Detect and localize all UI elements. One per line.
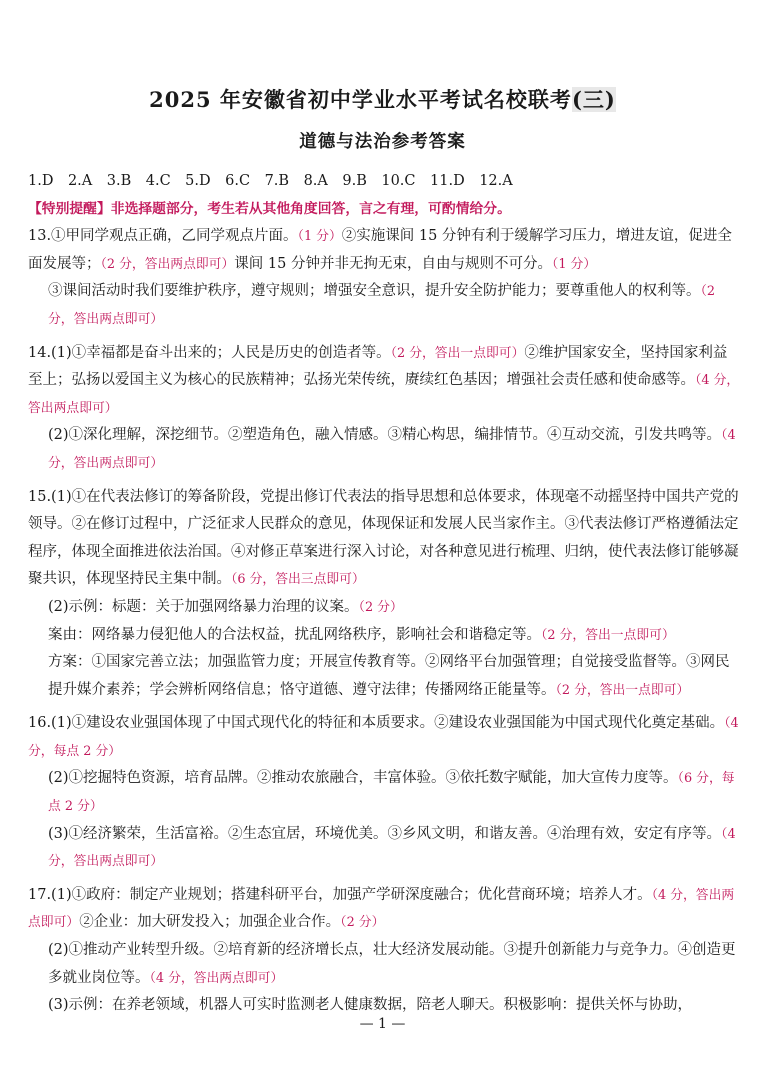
q14-p1-text-1: 14.(1)①幸福都是奋斗出来的；人民是历史的创造者等。 xyxy=(28,344,391,361)
q17-p1-score-2: （2 分） xyxy=(340,915,385,931)
q15-p4-text: 方案：①国家完善立法；加强监管力度；开展宣传教育等。②网络平台加强管理；自觉接受监督等。③网民提升媒介素养；学会辨析网络信息；恪守道德、遵守法律；传播网络正能量等。 xyxy=(48,654,730,698)
q17-p2-text: (2)①推动产业转型升级。②培育新的经济增长点，壮大经济发展动能。③提升创新能力与竞争力。④创造更多就业岗位等。 xyxy=(48,942,736,986)
question-14 xyxy=(28,340,740,478)
q13-score-1: （1 分） xyxy=(297,229,342,245)
q14-p2-text: (2)①深化理解，深挖细节。②塑造角色，融入情感。③精心构思，编排情节。④互动交流，引发共鸣等。 xyxy=(48,427,722,444)
q15-p3-text: 案由：网络暴力侵犯他人的合法权益，扰乱网络秩序，影响社会和谐稳定等。 xyxy=(48,626,541,643)
q16-p3-score: （4 分，答出两点即可） xyxy=(48,826,736,870)
q14-p1-text-2: ②维护国家安全，坚持国家利益至上；弘扬以爱国主义为核心的民族精神；弘扬光荣传统，赓续红色基因；增强社会责任感和使命感等。 xyxy=(28,344,728,389)
q13-text-3: 课间 15 分钟并非无拘无束，自由与规则不可分。 xyxy=(234,255,552,272)
question-13 xyxy=(28,223,740,333)
page-number: — 1 — xyxy=(359,1016,406,1032)
page-title xyxy=(0,84,765,114)
q15-p4-score: （2 分，答出一点即可） xyxy=(555,682,690,698)
q16-p2-text: (2)①挖掘特色资源，培育品牌。②推动农旅融合，丰富体验。③依托数字赋能，加大宣传力度等。 xyxy=(48,770,678,787)
q14-p1-score-2: （4 分，答出两点即可） xyxy=(28,373,740,416)
q17-p1-score-1: （4 分，答出两点即可） xyxy=(28,887,735,931)
q14-p1-score-1: （2 分，答出一点即可） xyxy=(390,345,525,361)
multiple-choice-answers: 1.D 2.A 3.B 4.C 5.D 6.C 7.B 8.A 9.B 10.C 11.D 12.A xyxy=(28,173,513,189)
question-15 xyxy=(28,484,740,705)
q14-p2-score: （4 分，答出两点即可） xyxy=(48,428,736,471)
q15-p3-score: （2 分，答出一点即可） xyxy=(541,627,675,643)
special-reminder: 【特别提醒】非选择题部分，考生若从其他角度回答，言之有理，可酌情给分。 xyxy=(28,200,511,217)
q13-score-4: （2 分，答出两点即可） xyxy=(48,284,716,327)
q17-p3-text: (3)示例：在养老领域，机器人可实时监测老人健康数据，陪老人聊天。积极影响：提供关怀与协助， xyxy=(48,997,693,1014)
q16-p2-score: （6 分，每点 2 分） xyxy=(48,771,735,815)
q17-p2-score: （4 分，答出两点即可） xyxy=(149,970,284,986)
q13-text-4: ③课间活动时我们要维护秩序，遵守规则；增强安全意识，提升安全防护能力；要尊重他人的权利等。 xyxy=(48,283,701,300)
q13-score-3: （1 分） xyxy=(551,256,597,272)
title-suffix: (三) xyxy=(571,87,616,112)
question-16 xyxy=(28,710,740,876)
question-17 xyxy=(28,882,740,1020)
q15-p1-text: 15.(1)①在代表法修订的筹备阶段，党提出修订代表法的指导思想和总体要求，体现毫不动摇坚持中国共产党的领导。②在修订过程中，广泛征求人民群众的意见，体现保证和发展人民当家作主。③代表法修订严格遵循法定程序，体现全面推进依法治国。④对修正草案进行深入讨论，对各种意见进行梳理、归纳，使代表法修订能够凝聚共识，体现坚持民主集中制。 xyxy=(28,488,739,588)
q17-p1-text: 17.(1)①政府：制定产业规划；搭建科研平台，加强产学研深度融合；优化营商环境；培养人才。 xyxy=(28,886,652,903)
q15-p2-score: （2 分） xyxy=(358,599,403,615)
page-subtitle: 道德与法治参考答案 xyxy=(299,132,466,152)
q13-score-2: （2 分，答出两点即可） xyxy=(100,256,235,272)
q16-p1-score: （4 分，每点 2 分） xyxy=(28,716,739,759)
q13-text-2: ②实施课间 15 分钟有利于缓解学习压力，增进友谊，促进全面发展等； xyxy=(28,228,732,272)
q17-p1-text-2: ②企业：加大研发投入；加强企业合作。 xyxy=(79,914,341,931)
q16-p1-text: 16.(1)①建设农业强国体现了中国式现代化的特征和本质要求。②建设农业强国能为中国式现代化奠定基础。 xyxy=(28,715,725,732)
title-main: 2025 年安徽省初中学业水平考试名校联考 xyxy=(149,87,572,112)
answer-content xyxy=(28,168,740,1020)
q13-text-1: 13.①甲同学观点正确，乙同学观点片面。 xyxy=(28,228,298,245)
q15-p2-text: (2)示例：标题：关于加强网络暴力治理的议案。 xyxy=(48,598,359,615)
q15-p1-score: （6 分，答出三点即可） xyxy=(231,572,365,588)
q16-p3-text: (3)①经济繁荣，生活富裕。②生态宜居，环境优美。③乡风文明，和谐友善。④治理有效，安定有序等。 xyxy=(48,825,722,842)
